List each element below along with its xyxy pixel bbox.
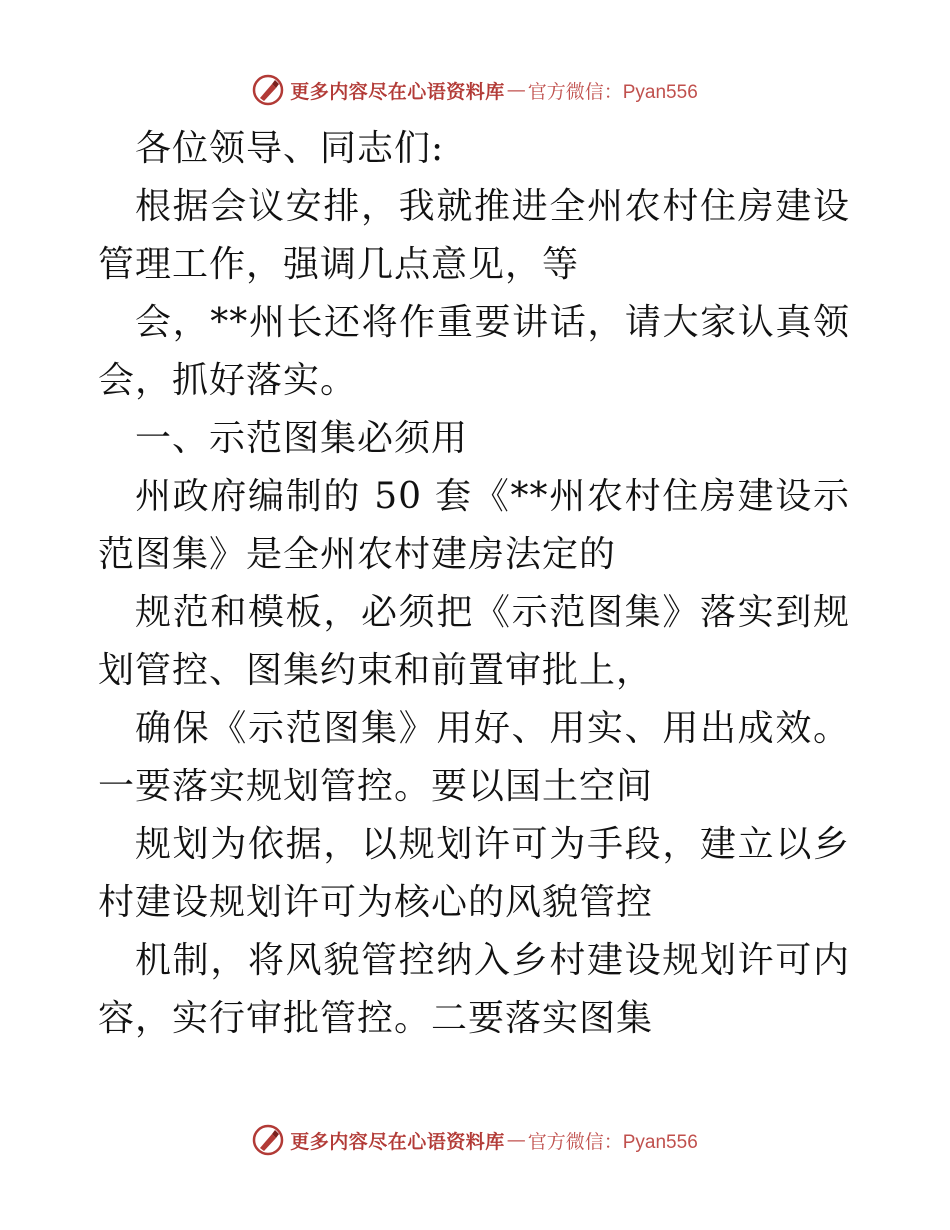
watermark-wechat-text: 官方微信：Pyan556 [527,81,698,103]
watermark-main-text: 更多内容尽在心语资料库 [290,1130,505,1153]
document-body [98,120,850,1048]
paragraph: 规划为依据，以规划许可为手段，建立以乡村建设规划许可为核心的风貌管控 [98,824,850,923]
watermark-dash: — [506,79,526,101]
paragraph: 机制，将风貌管控纳入乡村建设规划许可内容，实行审批管控。二要落实图集 [98,940,850,1039]
paragraph: 根据会议安排，我就推进全州农村住房建设管理工作，强调几点意见，等 [98,186,850,285]
watermark-dash: — [506,1129,526,1151]
footer-watermark [0,1122,950,1158]
paragraph: 确保《示范图集》用好、用实、用出成效。一要落实规划管控。要以国土空间 [98,708,850,807]
paragraph: 规范和模板，必须把《示范图集》落实到规划管控、图集约束和前置审批上， [98,592,850,691]
watermark-wechat-text: 官方微信：Pyan556 [527,1131,698,1153]
paragraph-salutation: 各位领导、同志们: [135,128,445,169]
pen-logo-icon [252,1124,284,1156]
section-heading: 一、示范图集必须用 [135,418,469,459]
paragraph: 州政府编制的 50 套《**州农村住房建设示范图集》是全州农村建房法定的 [98,476,850,575]
watermark-main-text: 更多内容尽在心语资料库 [290,80,505,103]
paragraph: 会，**州长还将作重要讲话，请大家认真领会，抓好落实。 [98,302,850,401]
header-watermark [0,72,950,108]
pen-logo-icon [252,74,284,106]
